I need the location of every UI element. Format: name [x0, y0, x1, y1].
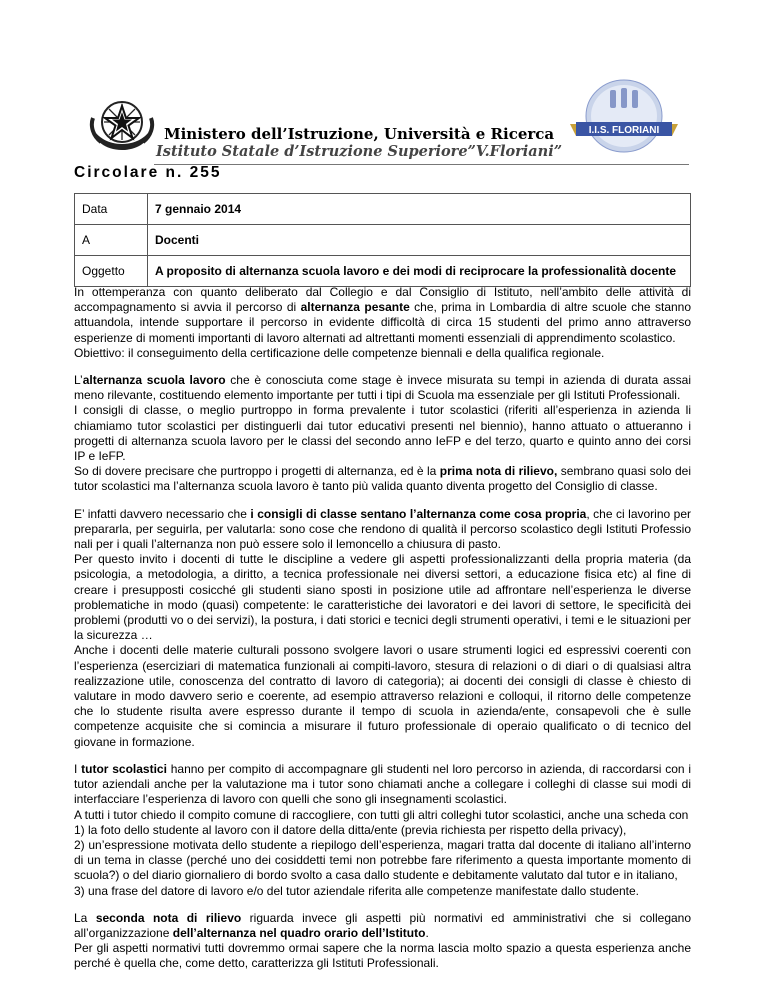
text: , che ci lavorino per prepararla, per seguirla, per valutarla: sono cose che rendono di qualità il percorso scolastico degli Istituti Professio nali per i quali l’alternanza non può essere solo il lemoncello a chiusura di pasto. [74, 506, 691, 552]
text: La [74, 910, 96, 925]
list-item: 2) un’espressione motivata dello studente a riepilogo dell’esperienza, magari tratta dal docente di italiano all’interno di un tema in classe (perché uno dei cosiddetti temi non potrebbe fare riferimento a questa importante momento di scuola?) o del diario giornaliero di bordo svolto a casa dallo studente e debitamente valutato dal tutor e in italiano, [74, 837, 691, 883]
meta-table [74, 193, 691, 287]
meta-key: Oggetto [75, 256, 148, 287]
text: hanno per compito di accompagnare gli studenti nel loro percorso in azienda, di raccordarsi con i tutor aziendali anche per la valutazione ma i tutor sono chiamati anche a collegare i colleghi di classe sui modi di interfacciare l’esperienza di lavoro con quelli che sono gli insegnamenti scolastici. [74, 761, 692, 807]
text: Per gli aspetti normativi tutti dovremmo ormai sapere che la norma lascia molto spazio a questa esperienza anche perché è quella che, come detto, caratterizza gli Istituti Professionali. [74, 941, 691, 971]
meta-row-recipients [75, 225, 691, 256]
text: I consigli di classe, o meglio purtroppo in forma prevalente i tutor scolastici (riferiti all’esperienza in azienda li chiamiamo tutor scolastici per distinguerli dai tutor educativi presenti nel biennio), hanno attuato o attueranno i progetti di alternanza scuola lavoro per le classi del secondo anno IeFP e del terzo, quarto e quinto anno dei corsi IP e IeFP. [74, 403, 691, 464]
text: Per questo invito i docenti di tutte le discipline a vedere gli aspetti professionalizzanti della propria materia (da psicologia, a metodologia, a diritto, a tecnica professionale nei diversi settori, a educazione fisica etc) al fine di creare i presupposti cosicché gli studenti siano sposti in posizione utile ad affrontare nell’esperienza le diverse problematiche in modo (quasi) competente: le caratteristiche dei lavoratori e dei lavori di settore, le specificità dei problemi (produtti vo o dei servizi), la postura, i dati storici e tecnici degli strumenti operativi, i temi e le situazioni per la sicurezza … [74, 552, 691, 643]
meta-key: Data [75, 194, 148, 225]
emphasis: alternanza scuola lavoro [82, 373, 226, 388]
text: riguarda invece gli aspetti più normativi ed amministrativi che si collegano all’organizzazione [74, 910, 692, 940]
emphasis: prima nota di rilievo, [439, 464, 558, 479]
circular-number: Circolare n. 255 [74, 164, 222, 181]
emphasis: seconda nota di rilievo [95, 910, 242, 925]
republic-emblem [85, 92, 159, 154]
emphasis: tutor scolastici [81, 761, 167, 776]
paragraph-2 [74, 373, 691, 495]
text: sembrano quasi solo dei tutor scolastici ma l’alternanza scuola lavoro è tanto più valida quanto diventa progetto del Consiglio di classe. [74, 464, 691, 494]
emphasis: alternanza pesante [300, 300, 410, 315]
emphasis: dell’alternanza nel quadro orario dell’Istituto [172, 925, 426, 940]
text: So di dovere precisare che purtroppo i progetti di alternanza, ed è la [74, 464, 440, 479]
paragraph-4 [74, 762, 691, 899]
meta-value: A proposito di alternanza scuola lavoro e dei modi di reciprocare la professionalità docente [148, 256, 691, 287]
institute-name: Istituto Statale d’Istruzione Superiore”V.Floriani” [156, 143, 563, 160]
header-divider [154, 164, 689, 165]
paragraph-1 [74, 285, 691, 361]
text: Obiettivo: il conseguimento della certificazione delle competenze biennali e della qualifica regionale. [74, 345, 605, 360]
meta-key: A [75, 225, 148, 256]
text: In ottemperanza con quanto deliberato dal Collegio e dal Consiglio di Istituto, nell’ambito delle attività di accompagnamento si avvia il percorso di [74, 285, 691, 315]
text: che è conosciuta come stage è invece misurata su tempi in azienda di durata assai meno rilevante, costituendo elemento importante per tutti i tipi di Scuola ma essenziale per gli Istituti Professionali. [74, 373, 691, 403]
list-item: 1) la foto dello studente al lavoro con il datore della ditta/ente (previa richiesta per rispetto della privacy), [74, 822, 627, 837]
emphasis: i consigli di classe sentano l’alternanza come cosa propria [250, 506, 587, 521]
logo-text: I.I.S. FLORIANI [588, 125, 660, 136]
text: A tutti i tutor chiedo il compito comune di raccogliere, con tutti gli altri colleghi tutor scolastici, anche una scheda con [74, 807, 689, 822]
paragraph-5 [74, 911, 691, 972]
paragraph-3 [74, 507, 691, 750]
iis-floriani-logo [566, 78, 686, 158]
list-item: 3) una frase del datore di lavoro e/o del tutor aziendale riferita alle competenze manifestate dallo studente. [74, 883, 640, 898]
circular-body [74, 285, 691, 984]
text: Anche i docenti delle materie culturali possono svolgere lavori o usare strumenti logici ed espressivi coerenti con l’esperienza (eserciziari di matematica funzionali ai compiti-lavoro, stesura di relazioni o di diari o di qualsiasi altra realizzazione utile, conoscenza del contratto di lavoro di categoria); ai docenti dei consigli di classe è chiesto di valutare in modo davvero serio e coerente, ad esempio attraverso relazioni e colloqui, il ritorno delle competenze che lo studente risulta avere espresso durante il tempo di scuola in azienda/ente, consapevoli che è sulle competenze acquisite che si comincia a misurare il futuro professionale di operaio qualificato o di tecnico del giovane in formazione. [74, 643, 691, 749]
text: E’ infatti davvero necessario che [74, 506, 251, 521]
text: . [425, 925, 429, 940]
meta-value: 7 gennaio 2014 [148, 194, 691, 225]
text: I [74, 761, 82, 776]
text: L’ [74, 373, 83, 388]
meta-row-date [75, 194, 691, 225]
ministry-title: Ministero dell’Istruzione, Università e Ricerca [164, 125, 555, 143]
text: che, prima in Lombardia di altre scuole che stanno attuandola, intende supportare il percorso in evidente difficoltà di circa 15 studenti del primo anno attraverso esperienze di momenti importanti di lavoro alternati ad altrettanti momenti essenziali di apprendimento scolastico. [74, 300, 692, 345]
meta-row-subject [75, 256, 691, 287]
meta-value: Docenti [148, 225, 691, 256]
